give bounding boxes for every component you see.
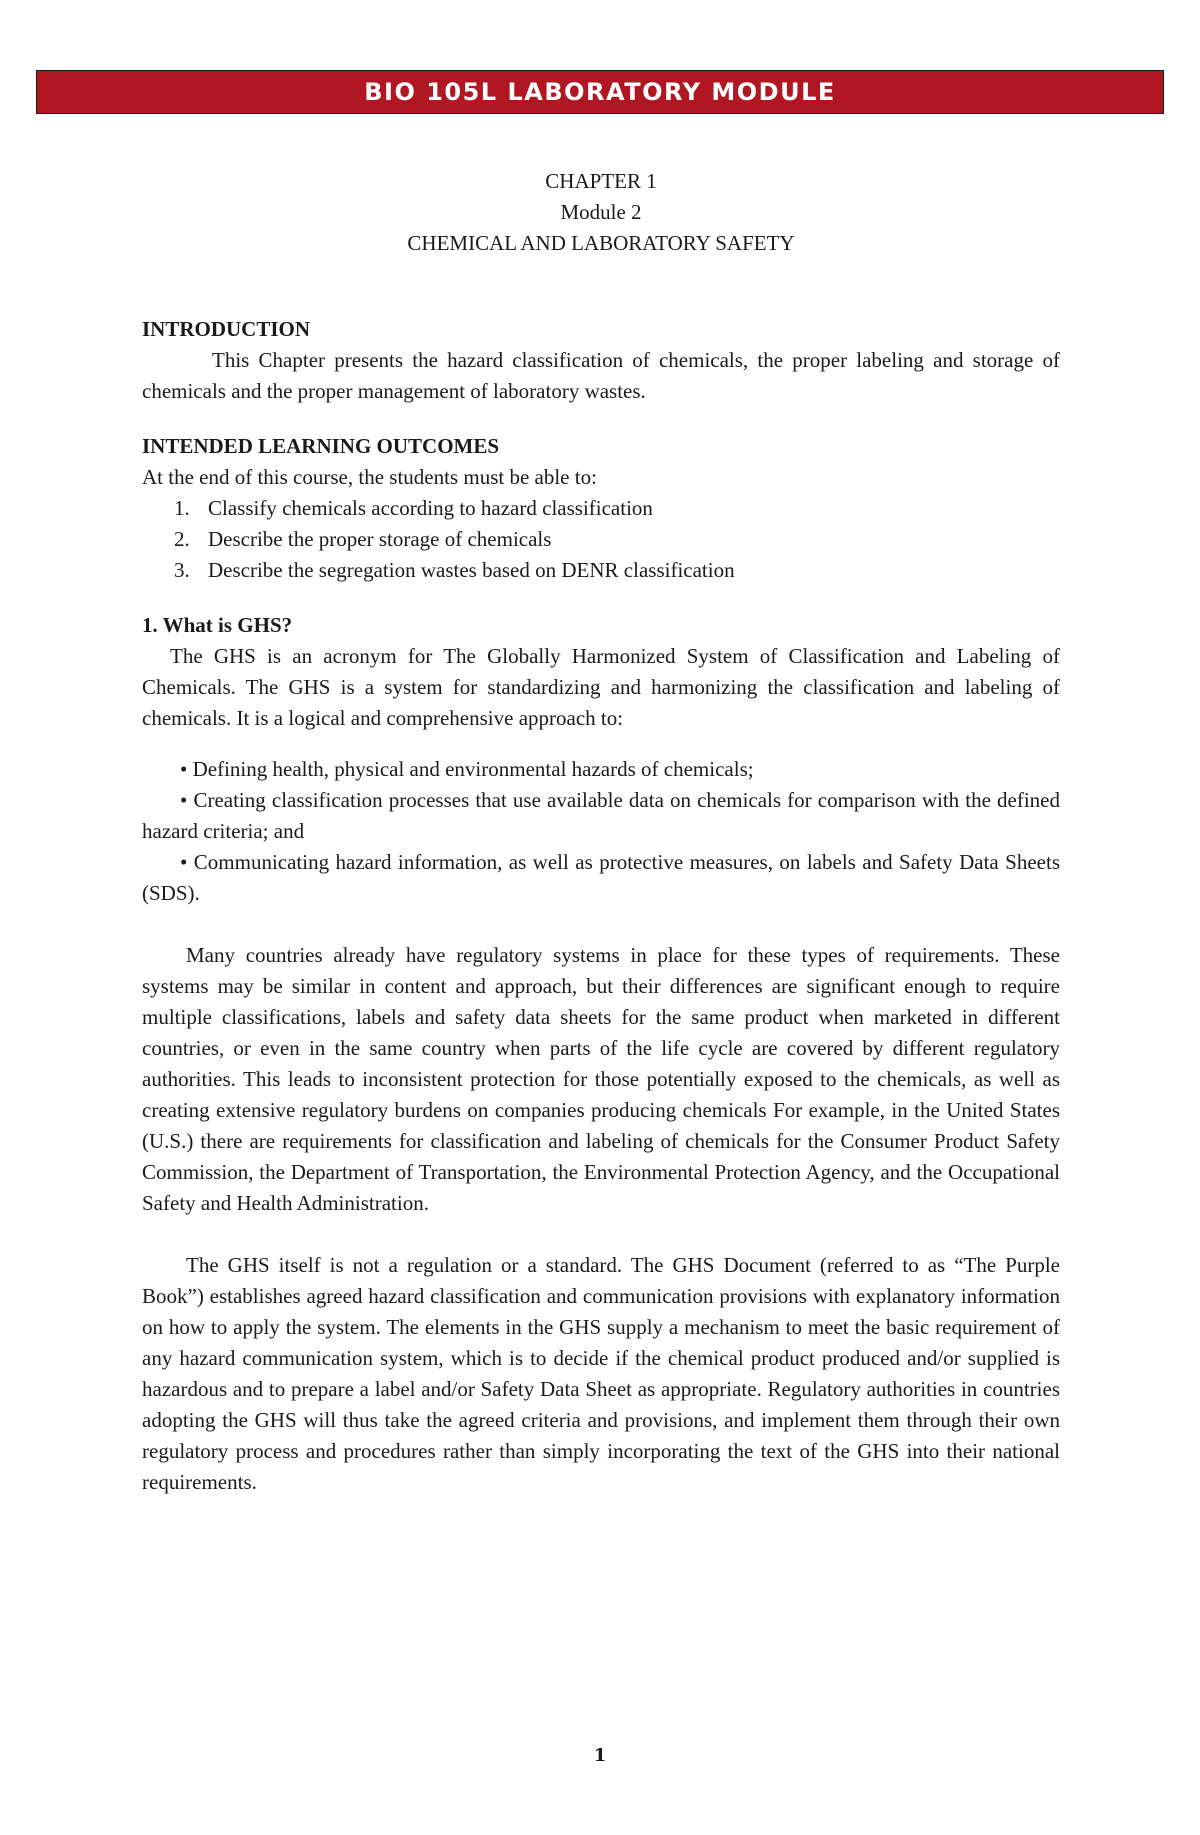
page-content — [142, 166, 1060, 1498]
learning-outcomes-heading: INTENDED LEARNING OUTCOMES — [142, 434, 500, 458]
module-header-title: BIO 105L LABORATORY MODULE — [364, 78, 836, 106]
list-item-text: Describe the segregation wastes based on DENR classification — [208, 558, 735, 582]
module-header-banner — [36, 70, 1164, 114]
introduction-heading: INTRODUCTION — [142, 317, 311, 341]
list-item-number: 2. — [174, 527, 190, 551]
ghs-regulatory-paragraph: Many countries already have regulatory systems in place for these types of requirements. These systems may be similar in content and approach, but their differences are significant enough to require multiple classifications, labels and safety data sheets for the same product when marketed in different countries, or even in the same country when parts of the life cycle are covered by different regulatory authorities. This leads to inconsistent protection for those potentially exposed to the chemicals, as well as creating extensive regulatory burdens on companies producing chemicals For example, in the United States (U.S.) there are requirements for classification and labeling of chemicals for the Consumer Product Safety Commission, the Department of Transportation, the Environmental Protection Agency, and the Occupational Safety and Health Administration. — [142, 943, 1060, 1215]
list-item: • Creating classification processes that use available data on chemicals for comparison with the defined hazard criteria; and — [142, 788, 1060, 843]
list-item: • Communicating hazard information, as well as protective measures, on labels and Safety Data Sheets (SDS). — [142, 850, 1060, 905]
ghs-section — [142, 610, 1060, 1498]
ghs-purple-book-paragraph: The GHS itself is not a regulation or a standard. The GHS Document (referred to as “The Purple Book”) establishes agreed hazard classification and communication provisions with explanatory information on how to apply the system. The elements in the GHS supply a mechanism to meet the basic requirement of any hazard communication system, which is to decide if the chemical product produced and/or supplied is hazardous and to prepare a label and/or Safety Data Sheet as appropriate. Regulatory authorities in countries adopting the GHS will thus take the agreed criteria and provisions, and implement them through their own regulatory process and procedures rather than simply incorporating the text of the GHS into their national requirements. — [142, 1253, 1060, 1494]
list-item-text: Describe the proper storage of chemicals — [208, 527, 552, 551]
module-label: Module 2 — [560, 200, 642, 224]
introduction-section — [142, 314, 1060, 407]
topic-title: CHEMICAL AND LABORATORY SAFETY — [407, 231, 795, 255]
list-item-number: 1. — [174, 496, 190, 520]
list-item — [142, 524, 1060, 555]
list-item — [142, 555, 1060, 586]
list-item: • Defining health, physical and environmental hazards of chemicals; — [180, 757, 754, 781]
learning-outcomes-lead: At the end of this course, the students must be able to: — [142, 465, 597, 489]
list-item-number: 3. — [174, 558, 190, 582]
chapter-label: CHAPTER 1 — [545, 169, 657, 193]
list-item — [142, 493, 1060, 524]
learning-outcomes-section — [142, 431, 1060, 586]
ghs-heading: 1. What is GHS? — [142, 613, 293, 637]
introduction-text: This Chapter presents the hazard classification of chemicals, the proper labeling and storage of chemicals and the proper management of laboratory wastes. — [142, 348, 1060, 403]
list-item-text: Classify chemicals according to hazard classification — [208, 496, 653, 520]
learning-outcomes-list — [142, 493, 1060, 586]
chapter-title-block — [142, 166, 1060, 259]
ghs-intro-paragraph: The GHS is an acronym for The Globally Harmonized System of Classification and Labeling of Chemicals. The GHS is a system for standardizing and harmonizing the classification and labeling of chemicals. It is a logical and comprehensive approach to: — [142, 644, 1060, 730]
page-number: 1 — [593, 1745, 607, 1766]
ghs-approach-list — [142, 754, 1060, 909]
